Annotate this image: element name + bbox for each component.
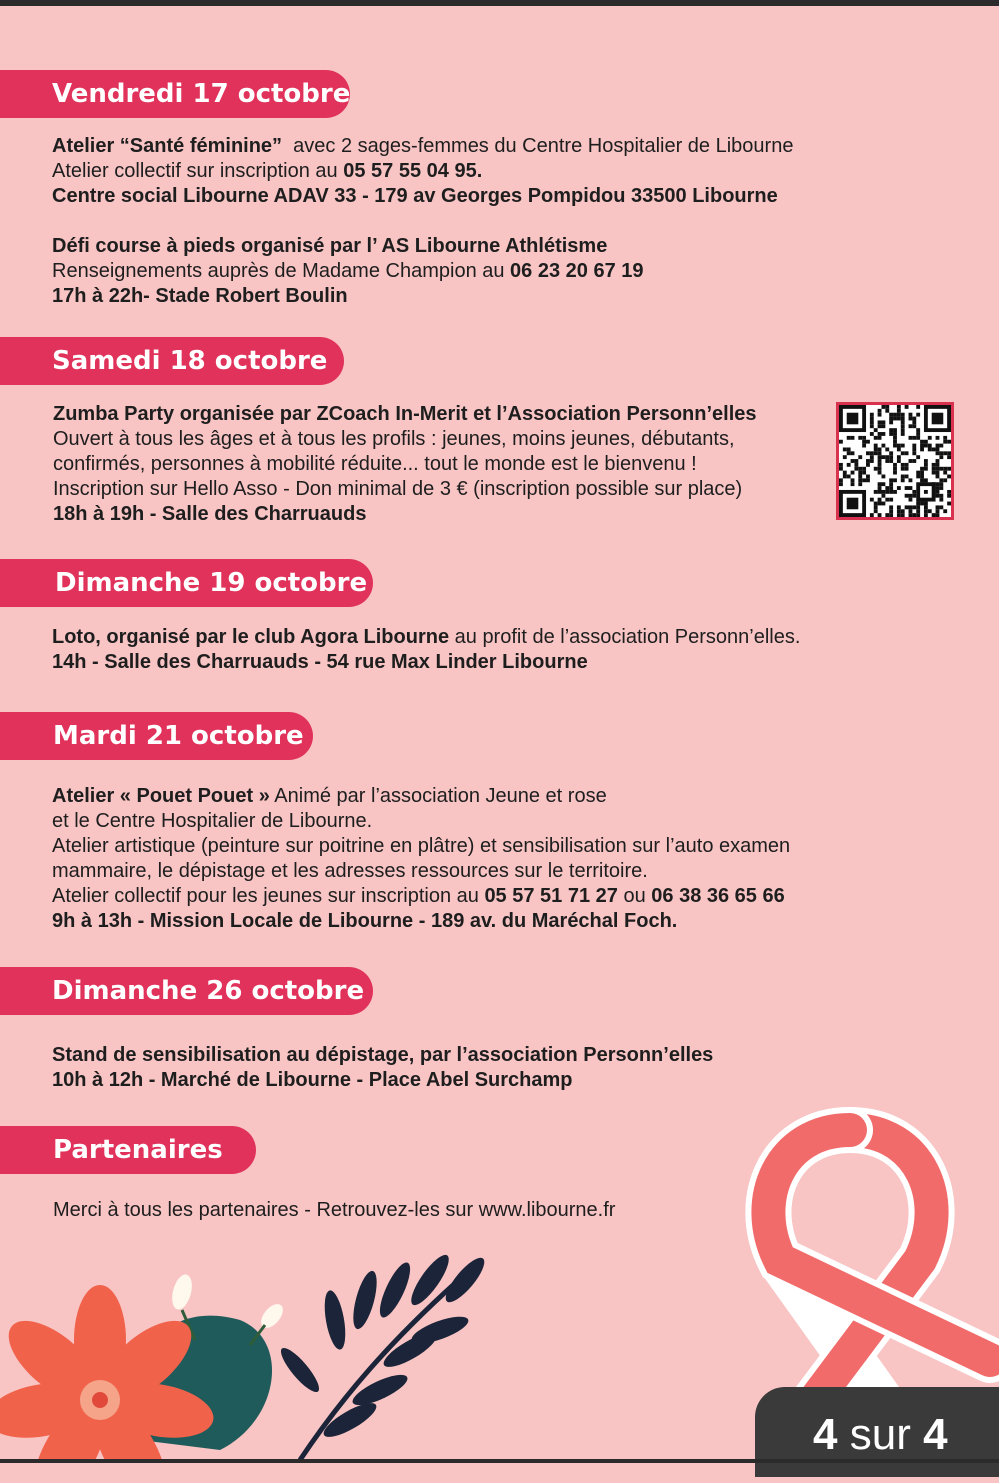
day-header-dimanche-26: Dimanche 26 octobre: [0, 967, 373, 1015]
day-header-mardi: Mardi 21 octobre: [0, 712, 313, 760]
page-indicator: 4 sur 4: [755, 1387, 999, 1477]
event-zumba: Zumba Party organisée par ZCoach In-Merit et l’Association Personn’elles Ouvert à tous les âges et à tous les profils : jeunes, moins jeunes, débutants, confirmés, personnes à mobilité réduite... tout le monde est le bienvenu ! Inscription sur Hello Asso - Don minimal de 3 € (inscription possible sur place) 18h à 19h - Salle des Charruauds: [53, 403, 757, 525]
event-loto: Loto, organisé par le club Agora Libourne au profit de l’association Personn’elles. 14h - Salle des Charruauds - 54 rue Max Linder Libourne: [52, 626, 801, 673]
pink-ribbon-icon: [768, 1130, 990, 1420]
event-atelier-sante: Atelier “Santé féminine” avec 2 sages-femmes du Centre Hospitalier de Libourne Atelier collectif sur inscription au 05 57 55 04 95. Centre social Libourne ADAV 33 - 179 av Georges Pompidou 33500 Libourne: [52, 135, 794, 207]
event-location: 14h - Salle des Charruauds - 54 rue Max Linder Libourne: [52, 651, 588, 673]
day-header-dimanche-19: Dimanche 19 octobre: [0, 559, 373, 607]
section-header-partenaires: Partenaires: [0, 1126, 256, 1174]
bottom-border: [0, 1459, 999, 1463]
event-pouet-pouet: Atelier « Pouet Pouet » Animé par l’association Jeune et rose et le Centre Hospitalier de Libourne. Atelier artistique (peinture sur poitrine en plâtre) et sensibilisation sur l’auto examen mammaire, le dépistage et les adresses ressources sur le territoire. Atelier collectif pour les jeunes sur inscription au 05 57 51 71 27 ou 06 38 36 65 66 9h à 13h - Mission Locale de Libourne - 189 av. du Maréchal Foch.: [52, 785, 791, 932]
qr-code-icon[interactable]: [836, 402, 954, 520]
top-border: [0, 0, 999, 6]
event-title: Stand de sensibilisation au dépistage, par l’association Personn’elles: [52, 1044, 714, 1066]
event-stand: [52, 1043, 713, 1093]
event-location: 10h à 12h - Marché de Libourne - Place Abel Surchamp: [52, 1069, 573, 1091]
event-location: Centre social Libourne ADAV 33 - 179 av Georges Pompidou 33500 Libourne: [52, 185, 778, 207]
event-title: Atelier « Pouet Pouet »: [52, 785, 270, 807]
event-title: Défi course à pieds organisé par l’ AS Libourne Athlétisme: [52, 235, 608, 257]
day-header-vendredi: Vendredi 17 octobre: [0, 70, 350, 118]
phone-number: 05 57 51 71 27: [484, 885, 618, 907]
event-title: Loto, organisé par le club Agora Libourne: [52, 626, 450, 648]
phone-number: 06 38 36 65 66: [651, 885, 785, 907]
event-location: 17h à 22h- Stade Robert Boulin: [52, 285, 348, 307]
day-header-samedi: Samedi 18 octobre: [0, 337, 344, 385]
event-location: 9h à 13h - Mission Locale de Libourne - 189 av. du Maréchal Foch.: [52, 910, 678, 932]
event-title: Atelier “Santé féminine”: [52, 135, 283, 157]
event-title: Zumba Party organisée par ZCoach In-Merit et l’Association Personn’elles: [53, 403, 757, 425]
event-defi-course: Défi course à pieds organisé par l’ AS Libourne Athlétisme Renseignements auprès de Madame Champion au 06 23 20 67 19 17h à 22h- Stade Robert Boulin: [52, 235, 644, 307]
partners-text: Merci à tous les partenaires - Retrouvez-les sur www.libourne.fr: [53, 1199, 616, 1221]
phone-number: 06 23 20 67 19: [510, 260, 644, 282]
phone-number: 05 57 55 04 95.: [343, 160, 483, 182]
event-location: 18h à 19h - Salle des Charruauds: [53, 503, 367, 525]
